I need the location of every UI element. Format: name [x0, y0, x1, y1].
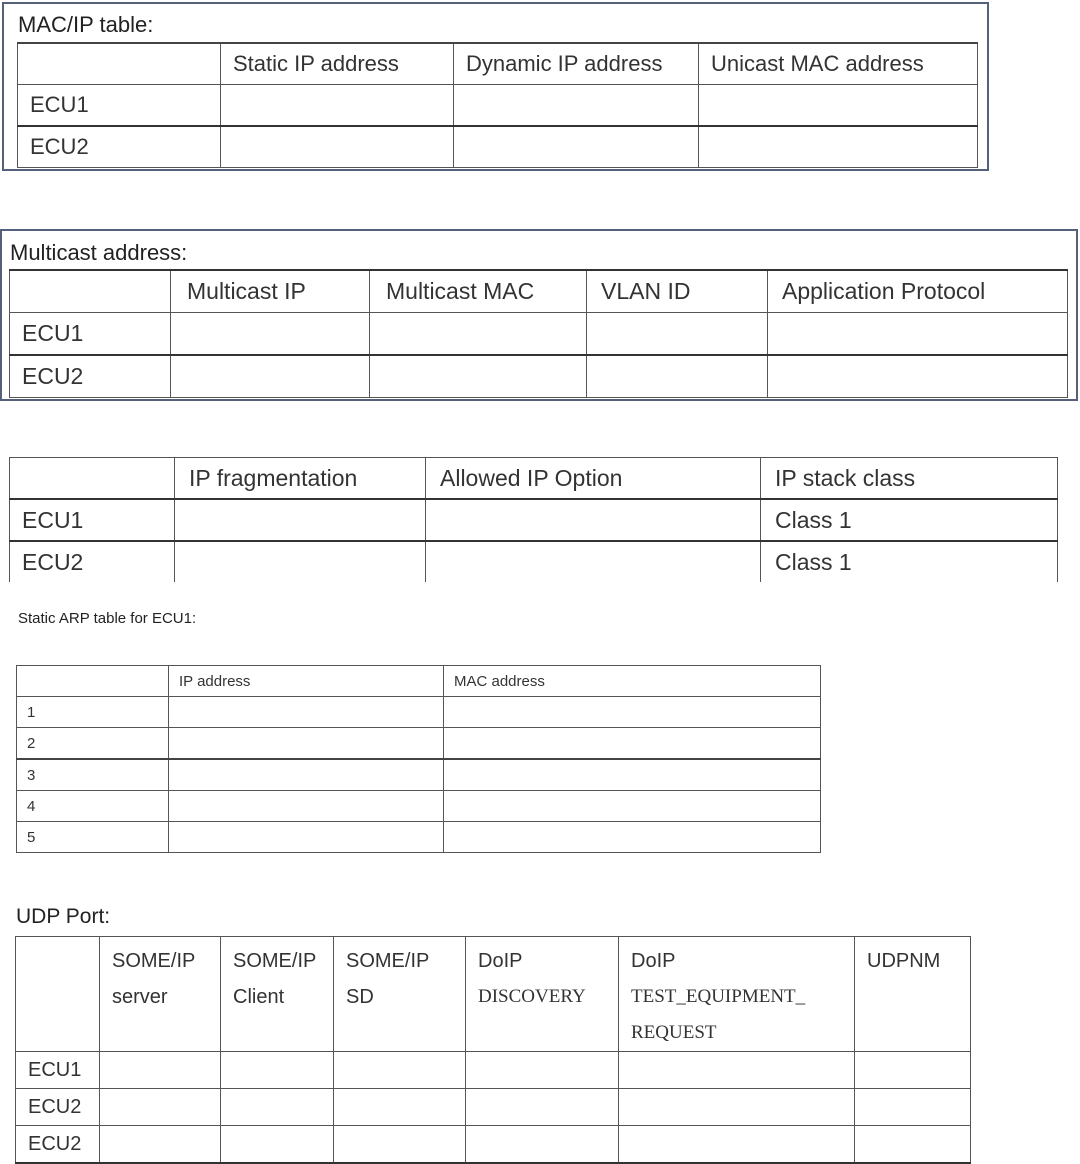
header-cell [18, 43, 221, 85]
table-cell [768, 355, 1068, 398]
header-cell [17, 666, 169, 697]
table-row [17, 697, 821, 728]
table-cell [100, 1089, 221, 1126]
row-label: 1 [17, 697, 169, 728]
multicast-table [9, 269, 1068, 398]
table-cell [221, 1089, 334, 1126]
header-cell: Allowed IP Option [426, 458, 761, 500]
table-cell [466, 1089, 619, 1126]
header-line: REQUEST [631, 1022, 717, 1043]
table-cell: Class 1 [761, 499, 1058, 541]
table-cell [619, 1052, 855, 1089]
header-cell: Unicast MAC address [699, 43, 978, 85]
header-line: SD [346, 986, 374, 1008]
table-cell [169, 759, 444, 791]
table-cell [619, 1126, 855, 1164]
table-cell [444, 759, 821, 791]
multicast-table-title: Multicast address: [10, 240, 188, 265]
table-cell [768, 313, 1068, 356]
table-cell [175, 499, 426, 541]
arp-table-title: Static ARP table for ECU1: [18, 610, 197, 627]
table-cell [444, 791, 821, 822]
table-cell [454, 85, 699, 127]
header-cell [466, 937, 619, 1052]
table-row [10, 355, 1068, 398]
table-cell [175, 541, 426, 582]
table-row [17, 791, 821, 822]
row-label: ECU1 [16, 1052, 100, 1089]
table-cell [169, 791, 444, 822]
header-cell [334, 937, 466, 1052]
header-line: DoIP [478, 950, 523, 972]
table-row [16, 1126, 971, 1164]
header-cell [10, 458, 175, 500]
row-label: ECU2 [16, 1089, 100, 1126]
table-cell [100, 1126, 221, 1164]
header-line: UDPNM [867, 950, 941, 972]
row-label: ECU1 [10, 499, 175, 541]
table-cell [370, 355, 587, 398]
row-label: ECU2 [10, 541, 175, 582]
table-cell [169, 822, 444, 853]
row-label: ECU2 [10, 355, 171, 398]
table-cell [334, 1052, 466, 1089]
table-row [18, 85, 978, 127]
table-header-row [18, 43, 978, 85]
header-cell [10, 270, 171, 313]
header-cell [16, 937, 100, 1052]
table-cell [426, 541, 761, 582]
udp-table-title: UDP Port: [16, 905, 111, 928]
row-label: ECU1 [18, 85, 221, 127]
table-cell [100, 1052, 221, 1089]
row-label: ECU1 [10, 313, 171, 356]
header-line: SOME/IP [346, 950, 430, 972]
header-cell: Multicast IP [171, 270, 370, 313]
header-cell: VLAN ID [587, 270, 768, 313]
header-line: server [112, 986, 168, 1008]
header-cell [221, 937, 334, 1052]
table-row [10, 499, 1058, 541]
table-header-row [10, 458, 1058, 500]
header-cell: IP stack class [761, 458, 1058, 500]
header-line: DoIP [631, 950, 676, 972]
mac-ip-table-title: MAC/IP table: [18, 12, 154, 37]
row-label: 4 [17, 791, 169, 822]
row-label: ECU2 [16, 1126, 100, 1164]
table-row [16, 1052, 971, 1089]
header-cell [619, 937, 855, 1052]
table-cell [221, 1052, 334, 1089]
table-row [17, 822, 821, 853]
header-cell [855, 937, 971, 1052]
row-label: 2 [17, 728, 169, 760]
header-cell: Static IP address [221, 43, 454, 85]
table-cell [171, 355, 370, 398]
table-cell [171, 313, 370, 356]
table-cell [169, 728, 444, 760]
header-line: TEST_EQUIPMENT_ [631, 986, 806, 1007]
header-cell: IP fragmentation [175, 458, 426, 500]
table-cell [619, 1089, 855, 1126]
header-cell: Dynamic IP address [454, 43, 699, 85]
table-cell [466, 1126, 619, 1164]
table-cell [370, 313, 587, 356]
row-label: 5 [17, 822, 169, 853]
header-cell: Multicast MAC [370, 270, 587, 313]
header-line: Client [233, 986, 285, 1008]
table-header-row [16, 937, 971, 1052]
table-cell [444, 728, 821, 760]
table-cell [221, 1126, 334, 1164]
header-cell: Application Protocol [768, 270, 1068, 313]
table-cell [426, 499, 761, 541]
table-row [18, 126, 978, 168]
table-cell [587, 313, 768, 356]
header-line: SOME/IP [112, 950, 196, 972]
table-cell: Class 1 [761, 541, 1058, 582]
table-cell [855, 1089, 971, 1126]
table-header-row [17, 666, 821, 697]
table-cell [587, 355, 768, 398]
table-cell [699, 85, 978, 127]
arp-table [16, 665, 821, 853]
header-cell: IP address [169, 666, 444, 697]
table-header-row [10, 270, 1068, 313]
header-line: DISCOVERY [478, 986, 586, 1007]
header-line: SOME/IP [233, 950, 317, 972]
table-cell [855, 1126, 971, 1164]
row-label: ECU2 [18, 126, 221, 168]
header-cell: MAC address [444, 666, 821, 697]
table-cell [454, 126, 699, 168]
table-cell [221, 126, 454, 168]
table-row [17, 759, 821, 791]
mac-ip-table [17, 42, 978, 168]
table-row [17, 728, 821, 760]
table-cell [334, 1089, 466, 1126]
row-label: 3 [17, 759, 169, 791]
table-cell [855, 1052, 971, 1089]
table-cell [169, 697, 444, 728]
table-cell [699, 126, 978, 168]
table-row [10, 541, 1058, 582]
header-cell [100, 937, 221, 1052]
table-cell [444, 822, 821, 853]
table-row [16, 1089, 971, 1126]
table-cell [221, 85, 454, 127]
ip-options-table [9, 457, 1058, 582]
table-row [10, 313, 1068, 356]
udp-port-table [15, 936, 971, 1164]
table-cell [334, 1126, 466, 1164]
table-cell [444, 697, 821, 728]
table-cell [466, 1052, 619, 1089]
